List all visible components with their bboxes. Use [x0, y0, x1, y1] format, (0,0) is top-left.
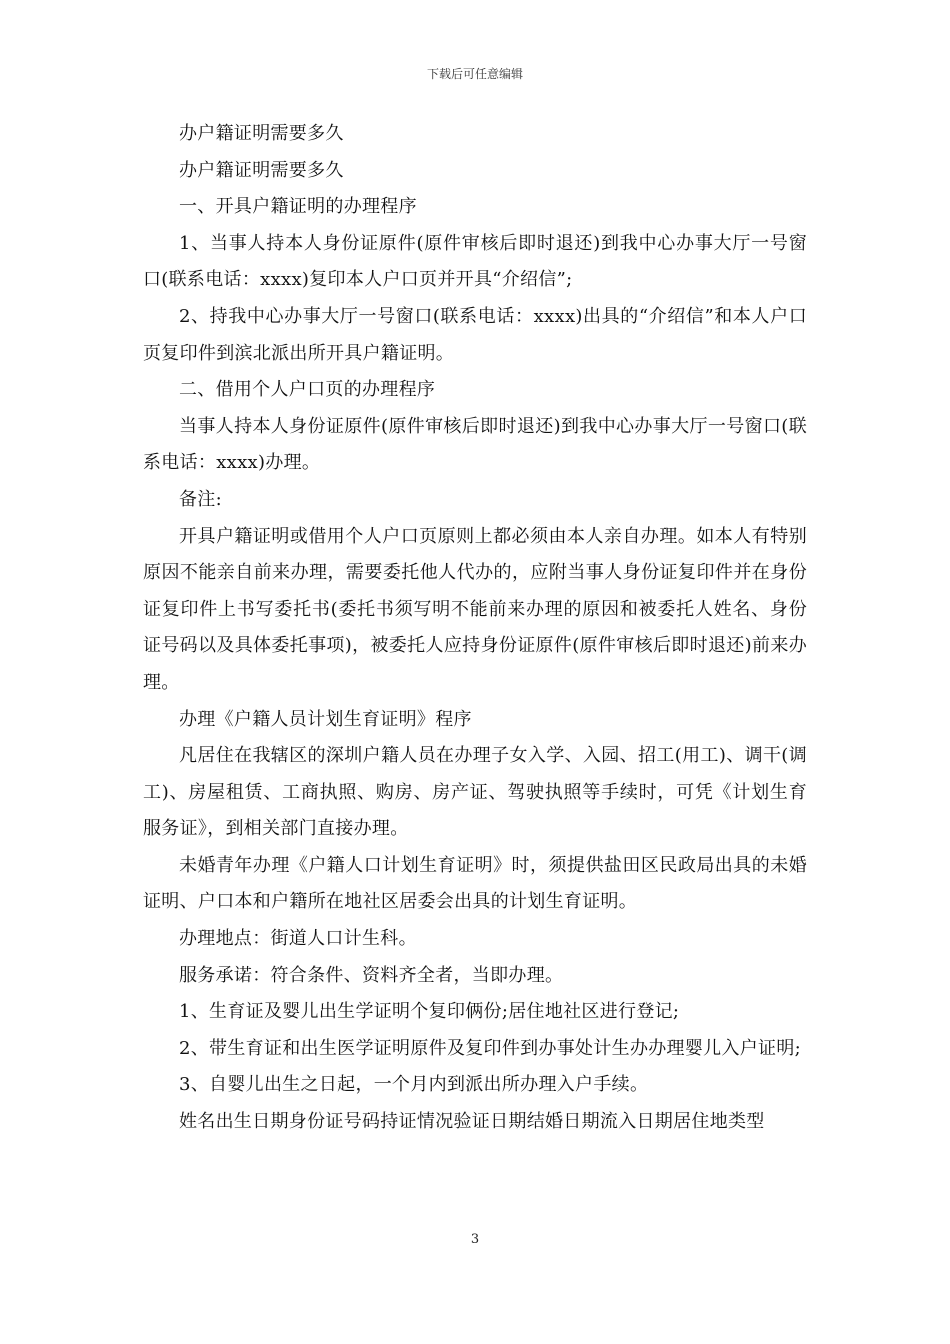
section-heading-1: 一、开具户籍证明的办理程序 — [179, 196, 417, 218]
paragraph-unmarried: 未婚青年办理《户籍人口计划生育证明》时，须提供盐田区民政局出具的未婚证明、户口本和户籍所在地社区居委会出具的计划生育证明。 — [143, 854, 807, 913]
paragraph-step-2: 2、持我中心办事大厅一号窗口(联系电话：xxxx)出具的“介绍信”和本人户口页复印件到滨北派出所开具户籍证明。 — [143, 305, 807, 364]
paragraph-table-header: 姓名出生日期身份证号码持证情况验证日期结婚日期流入日期居住地类型 — [179, 1111, 765, 1133]
paragraph-location: 办理地点：街道人口计生科。 — [179, 928, 417, 950]
paragraph-note: 开具户籍证明或借用个人户口页原则上都必须由本人亲自办理。如本人有特别原因不能亲自前来办理，需要委托他人代办的，应附当事人身份证复印件并在身份证复印件上书写委托书(委托书须写明不能前来办理的原因和被委托人姓名、身份证号码以及具体委托事项)，被委托人应持身份证原件(原件审核后即时退还)前来办理。 — [143, 525, 807, 693]
paragraph-infant-step-1: 1、生育证及婴儿出生学证明个复印俩份;居住地社区进行登记; — [179, 1001, 680, 1023]
note-label: 备注: — [179, 488, 222, 510]
paragraph-infant-step-2: 2、带生育证和出生医学证明原件及复印件到办事处计生办办理婴儿入户证明; — [179, 1037, 802, 1059]
paragraph-promise: 服务承诺：符合条件、资料齐全者，当即办理。 — [179, 964, 564, 986]
paragraph-residents: 凡居住在我辖区的深圳户籍人员在办理子女入学、入园、招工(用工)、调干(调工)、房屋租赁、工商执照、购房、房产证、驾驶执照等手续时，可凭《计划生育服务证》，到相关部门直接办理。 — [143, 745, 807, 840]
paragraph-borrow: 当事人持本人身份证原件(原件审核后即时退还)到我中心办事大厅一号窗口(联系电话：xxxx)办理。 — [143, 415, 807, 474]
paragraph-step-1: 1、当事人持本人身份证原件(原件审核后即时退还)到我中心办事大厅一号窗口(联系电话：xxxx)复印本人户口页并开具“介绍信”; — [143, 232, 807, 291]
doc-title: 办户籍证明需要多久 — [179, 123, 344, 144]
document-body — [143, 116, 807, 1141]
doc-subtitle: 办户籍证明需要多久 — [179, 159, 344, 181]
page-header: 下载后可任意编辑 — [426, 67, 523, 81]
page-number: 3 — [470, 1232, 480, 1247]
paragraph-infant-step-3: 3、自婴儿出生之日起，一个月内到派出所办理入户手续。 — [179, 1074, 649, 1096]
section-heading-2: 二、借用个人户口页的办理程序 — [179, 379, 436, 401]
section-heading-3: 办理《户籍人员计划生育证明》程序 — [179, 708, 472, 730]
